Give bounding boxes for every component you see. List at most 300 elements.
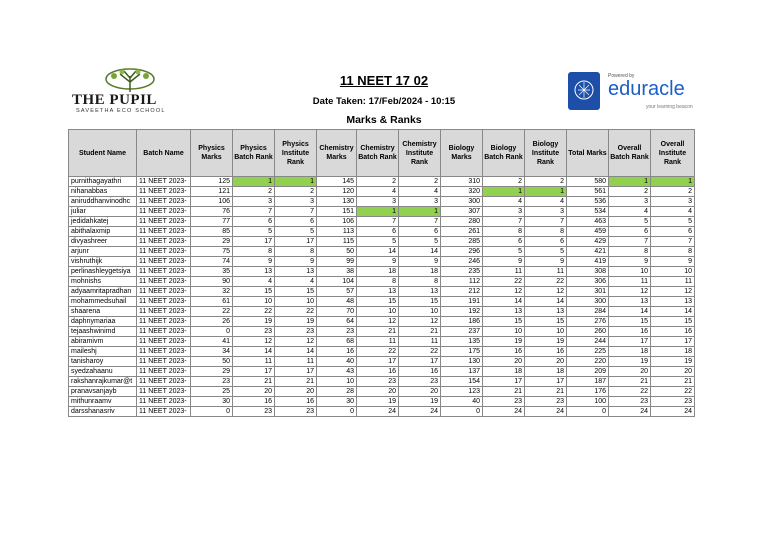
table-cell: 1 [609,177,651,187]
table-cell: 19 [357,397,399,407]
table-cell: 3 [609,197,651,207]
table-cell: 41 [191,337,233,347]
table-cell: 40 [317,357,357,367]
table-cell: 11 [399,337,441,347]
table-cell: 29 [191,237,233,247]
table-cell: 23 [275,407,317,417]
table-cell: tejaashwinimd [69,327,137,337]
table-cell: 421 [567,247,609,257]
table-cell: 24 [651,407,695,417]
table-row [69,407,695,417]
table-row [69,187,695,197]
table-cell: tanisharoy [69,357,137,367]
table-cell: 13 [483,307,525,317]
table-cell: 14 [651,307,695,317]
table-cell: 6 [609,227,651,237]
table-cell: 19 [483,337,525,347]
column-header: Total Marks [567,130,609,177]
table-cell: 17 [651,337,695,347]
table-cell: 306 [567,277,609,287]
table-cell: 14 [483,297,525,307]
table-cell: 112 [441,277,483,287]
eduracle-logo [568,72,698,112]
table-cell: 10 [275,297,317,307]
table-cell: 11 [525,267,567,277]
table-cell: 13 [275,267,317,277]
table-cell: 19 [399,397,441,407]
table-cell: 7 [275,207,317,217]
table-cell: 3 [483,207,525,217]
table-cell: 10 [233,297,275,307]
table-cell: 8 [609,247,651,257]
table-cell: 237 [441,327,483,337]
table-cell: 21 [275,377,317,387]
table-cell: 11 NEET 2023- [137,297,191,307]
table-cell: 17 [233,237,275,247]
table-cell: 24 [357,407,399,417]
table-cell: divyashreer [69,237,137,247]
table-cell: 130 [441,357,483,367]
table-cell: vishruthijk [69,257,137,267]
table-cell: 50 [191,357,233,367]
table-cell: 11 NEET 2023- [137,237,191,247]
column-header: Physics Marks [191,130,233,177]
table-cell: 12 [357,317,399,327]
table-cell: shaarena [69,307,137,317]
table-cell: 10 [483,327,525,337]
table-cell: 151 [317,207,357,217]
table-cell: 261 [441,227,483,237]
table-cell: darsshanasriv [69,407,137,417]
table-cell: 0 [191,327,233,337]
table-cell: 16 [651,327,695,337]
table-cell: 20 [399,387,441,397]
table-cell: abithalaxmip [69,227,137,237]
table-row [69,337,695,347]
table-cell: 9 [525,257,567,267]
table-cell: 0 [441,407,483,417]
table-cell: 2 [399,177,441,187]
table-cell: 13 [651,297,695,307]
table-cell: 74 [191,257,233,267]
table-cell: 2 [275,187,317,197]
column-header: Physics Batch Rank [233,130,275,177]
table-row [69,197,695,207]
table-cell: 18 [525,367,567,377]
table-cell: 7 [525,217,567,227]
table-cell: 23 [233,407,275,417]
table-cell: 11 NEET 2023- [137,317,191,327]
table-cell: 15 [609,317,651,327]
table-cell: 15 [357,297,399,307]
table-cell: 11 NEET 2023- [137,407,191,417]
table-cell: 4 [525,197,567,207]
table-cell: 22 [191,307,233,317]
table-cell: 106 [317,217,357,227]
table-cell: rakshanrajkumar@t [69,377,137,387]
table-cell: 11 [357,337,399,347]
table-cell: 11 NEET 2023- [137,397,191,407]
table-cell: 34 [191,347,233,357]
table-cell: 99 [317,257,357,267]
table-cell: 14 [233,347,275,357]
table-cell: 5 [275,227,317,237]
table-cell: 11 NEET 2023- [137,377,191,387]
table-cell: 18 [651,347,695,357]
table-cell: 104 [317,277,357,287]
table-cell: 11 NEET 2023- [137,387,191,397]
table-cell: 77 [191,217,233,227]
table-cell: 15 [233,287,275,297]
report-subtitle: Marks & Ranks [346,114,422,126]
table-cell: mithunraamv [69,397,137,407]
table-cell: 17 [483,377,525,387]
report-title: 11 NEET 17 02 [339,73,429,88]
table-cell: 2 [525,177,567,187]
table-cell: 429 [567,237,609,247]
table-cell: aniruddhanvinodhc [69,197,137,207]
table-cell: 260 [567,327,609,337]
table-cell: 6 [357,227,399,237]
table-cell: 38 [317,267,357,277]
table-cell: 18 [483,367,525,377]
table-cell: 8 [483,227,525,237]
table-cell: 176 [567,387,609,397]
column-header: Chemistry Institute Rank [399,130,441,177]
table-cell: 57 [317,287,357,297]
table-row [69,247,695,257]
table-cell: 16 [609,327,651,337]
table-cell: pranavsanjayb [69,387,137,397]
table-cell: 1 [233,177,275,187]
column-header: Batch Name [137,130,191,177]
table-cell: 14 [399,247,441,257]
table-cell: 6 [233,217,275,227]
table-cell: syedzahaanu [69,367,137,377]
table-cell: 11 NEET 2023- [137,257,191,267]
table-cell: 320 [441,187,483,197]
table-cell: 68 [317,337,357,347]
table-cell: 11 [233,357,275,367]
table-cell: 21 [609,377,651,387]
table-cell: 11 NEET 2023- [137,197,191,207]
table-cell: 24 [483,407,525,417]
table-cell: 6 [483,237,525,247]
table-cell: 35 [191,267,233,277]
table-cell: 16 [483,347,525,357]
table-cell: mohammedsuhail [69,297,137,307]
table-cell: 1 [399,207,441,217]
table-cell: 16 [525,347,567,357]
table-cell: 20 [233,387,275,397]
table-cell: 9 [399,257,441,267]
table-cell: 10 [357,307,399,317]
table-cell: 534 [567,207,609,217]
table-cell: 4 [399,187,441,197]
table-cell: 100 [567,397,609,407]
table-cell: 20 [525,357,567,367]
table-cell: 24 [525,407,567,417]
table-cell: 11 NEET 2023- [137,217,191,227]
table-cell: 75 [191,247,233,257]
table-cell: 17 [609,337,651,347]
table-cell: 21 [651,377,695,387]
table-cell: 11 NEET 2023- [137,177,191,187]
table-cell: 32 [191,287,233,297]
table-cell: 3 [651,197,695,207]
table-cell: 220 [567,357,609,367]
table-cell: 2 [233,187,275,197]
table-cell: 209 [567,367,609,377]
table-cell: 12 [399,317,441,327]
table-cell: 6 [399,227,441,237]
table-cell: 285 [441,237,483,247]
table-cell: 308 [567,267,609,277]
table-cell: 135 [441,337,483,347]
table-cell: 11 NEET 2023- [137,327,191,337]
table-cell: 5 [651,217,695,227]
table-row [69,297,695,307]
table-cell: 19 [275,317,317,327]
table-cell: 113 [317,227,357,237]
table-cell: 85 [191,227,233,237]
table-cell: 20 [275,387,317,397]
table-cell: 310 [441,177,483,187]
table-cell: 106 [191,197,233,207]
table-cell: 115 [317,237,357,247]
table-cell: 175 [441,347,483,357]
table-cell: 4 [357,187,399,197]
table-cell: 7 [233,207,275,217]
table-cell: 11 NEET 2023- [137,247,191,257]
table-cell: 12 [483,287,525,297]
table-cell: 463 [567,217,609,227]
table-cell: 5 [609,217,651,227]
table-cell: 17 [233,367,275,377]
table-cell: 11 NEET 2023- [137,207,191,217]
table-cell: 15 [525,317,567,327]
table-cell: 4 [275,277,317,287]
table-cell: 459 [567,227,609,237]
table-cell: 5 [233,227,275,237]
table-cell: 13 [609,297,651,307]
table-cell: 15 [399,297,441,307]
table-cell: 212 [441,287,483,297]
table-cell: 5 [525,247,567,257]
table-cell: 15 [275,287,317,297]
marks-table [68,129,695,417]
table-cell: 191 [441,297,483,307]
table-cell: 40 [441,397,483,407]
table-cell: 8 [399,277,441,287]
table-cell: 419 [567,257,609,267]
table-cell: 17 [275,367,317,377]
table-row [69,317,695,327]
table-row [69,397,695,407]
table-cell: 13 [399,287,441,297]
table-cell: 192 [441,307,483,317]
brand-tagline: your learning beacon [646,104,693,110]
table-cell: 23 [357,377,399,387]
table-cell: 137 [441,367,483,377]
table-cell: 8 [651,247,695,257]
table-cell: 7 [651,237,695,247]
table-cell: 123 [441,387,483,397]
table-cell: 300 [567,297,609,307]
table-row [69,177,695,187]
table-cell: 244 [567,337,609,347]
table-cell: juliar [69,207,137,217]
table-cell: 300 [441,197,483,207]
table-cell: 11 NEET 2023- [137,357,191,367]
table-header-row [69,130,695,177]
table-cell: 6 [651,227,695,237]
table-cell: 18 [399,267,441,277]
table-cell: 296 [441,247,483,257]
table-cell: 9 [609,257,651,267]
table-cell: 19 [651,357,695,367]
table-cell: 186 [441,317,483,327]
table-cell: 13 [357,287,399,297]
table-cell: 22 [651,387,695,397]
table-cell: 23 [525,397,567,407]
table-row [69,347,695,357]
table-cell: 2 [651,187,695,197]
table-cell: 9 [275,257,317,267]
table-cell: 2 [609,187,651,197]
table-cell: 23 [317,327,357,337]
table-cell: perlinashleygetsiya [69,267,137,277]
table-cell: 1 [525,187,567,197]
table-row [69,217,695,227]
table-cell: 1 [357,207,399,217]
table-cell: purnithagayathri [69,177,137,187]
table-cell: 14 [609,307,651,317]
table-cell: 18 [609,347,651,357]
table-cell: 8 [275,247,317,257]
table-cell: 30 [191,397,233,407]
table-row [69,377,695,387]
table-cell: 580 [567,177,609,187]
table-cell: 11 NEET 2023- [137,267,191,277]
table-cell: 12 [651,287,695,297]
table-cell: 30 [317,397,357,407]
table-cell: 121 [191,187,233,197]
table-cell: 50 [317,247,357,257]
table-cell: 11 NEET 2023- [137,367,191,377]
table-cell: 120 [317,187,357,197]
table-cell: 7 [609,237,651,247]
table-cell: 276 [567,317,609,327]
table-cell: 9 [651,257,695,267]
table-cell: 284 [567,307,609,317]
table-cell: 22 [483,277,525,287]
table-cell: 235 [441,267,483,277]
table-cell: 23 [399,377,441,387]
column-header: Chemistry Marks [317,130,357,177]
table-cell: 23 [651,397,695,407]
table-cell: 187 [567,377,609,387]
table-cell: 2 [357,177,399,187]
table-cell: 25 [191,387,233,397]
table-cell: 225 [567,347,609,357]
table-cell: 7 [483,217,525,227]
table-cell: mohnishs [69,277,137,287]
table-cell: 11 NEET 2023- [137,307,191,317]
table-cell: 14 [357,247,399,257]
table-row [69,257,695,267]
table-cell: 8 [233,247,275,257]
table-cell: 12 [275,337,317,347]
table-row [69,207,695,217]
table-cell: 19 [233,317,275,327]
table-cell: 154 [441,377,483,387]
table-cell: 15 [483,317,525,327]
table-cell: 16 [399,367,441,377]
table-cell: 12 [233,337,275,347]
table-cell: 12 [525,287,567,297]
table-cell: 301 [567,287,609,297]
table-cell: 61 [191,297,233,307]
table-cell: 20 [357,387,399,397]
table-cell: 70 [317,307,357,317]
brain-icon [568,72,600,110]
table-cell: 12 [609,287,651,297]
table-cell: 19 [525,337,567,347]
table-cell: 21 [525,387,567,397]
table-cell: 22 [275,307,317,317]
table-cell: 17 [399,357,441,367]
table-cell: 3 [233,197,275,207]
table-cell: 22 [609,387,651,397]
table-cell: 43 [317,367,357,377]
table-cell: 21 [357,327,399,337]
table-cell: 15 [651,317,695,327]
table-cell: 21 [483,387,525,397]
table-cell: 1 [651,177,695,187]
table-cell: 20 [651,367,695,377]
table-cell: 11 [483,267,525,277]
table-cell: 280 [441,217,483,227]
table-cell: 4 [609,207,651,217]
table-cell: 4 [651,207,695,217]
table-row [69,307,695,317]
table-cell: 22 [525,277,567,287]
table-cell: 7 [399,217,441,227]
table-cell: maileshj [69,347,137,357]
table-cell: 10 [317,377,357,387]
table-cell: 21 [399,327,441,337]
brand-name: eduracle [608,78,685,100]
table-cell: 22 [357,347,399,357]
table-cell: 90 [191,277,233,287]
table-cell: 10 [525,327,567,337]
powered-by-label: Powered by [608,73,635,79]
school-logo-subtitle: SAVEETHA ECO SCHOOL [76,108,166,114]
table-cell: 6 [275,217,317,227]
table-cell: 7 [357,217,399,227]
table-cell: 23 [191,377,233,387]
table-row [69,287,695,297]
column-header: Student Name [69,130,137,177]
date-taken: Date Taken: 17/Feb/2024 - 10:15 [312,96,456,107]
table-row [69,387,695,397]
table-cell: 307 [441,207,483,217]
table-cell: 9 [483,257,525,267]
table-cell: 16 [275,397,317,407]
table-cell: 11 NEET 2023- [137,347,191,357]
table-cell: 11 NEET 2023- [137,337,191,347]
